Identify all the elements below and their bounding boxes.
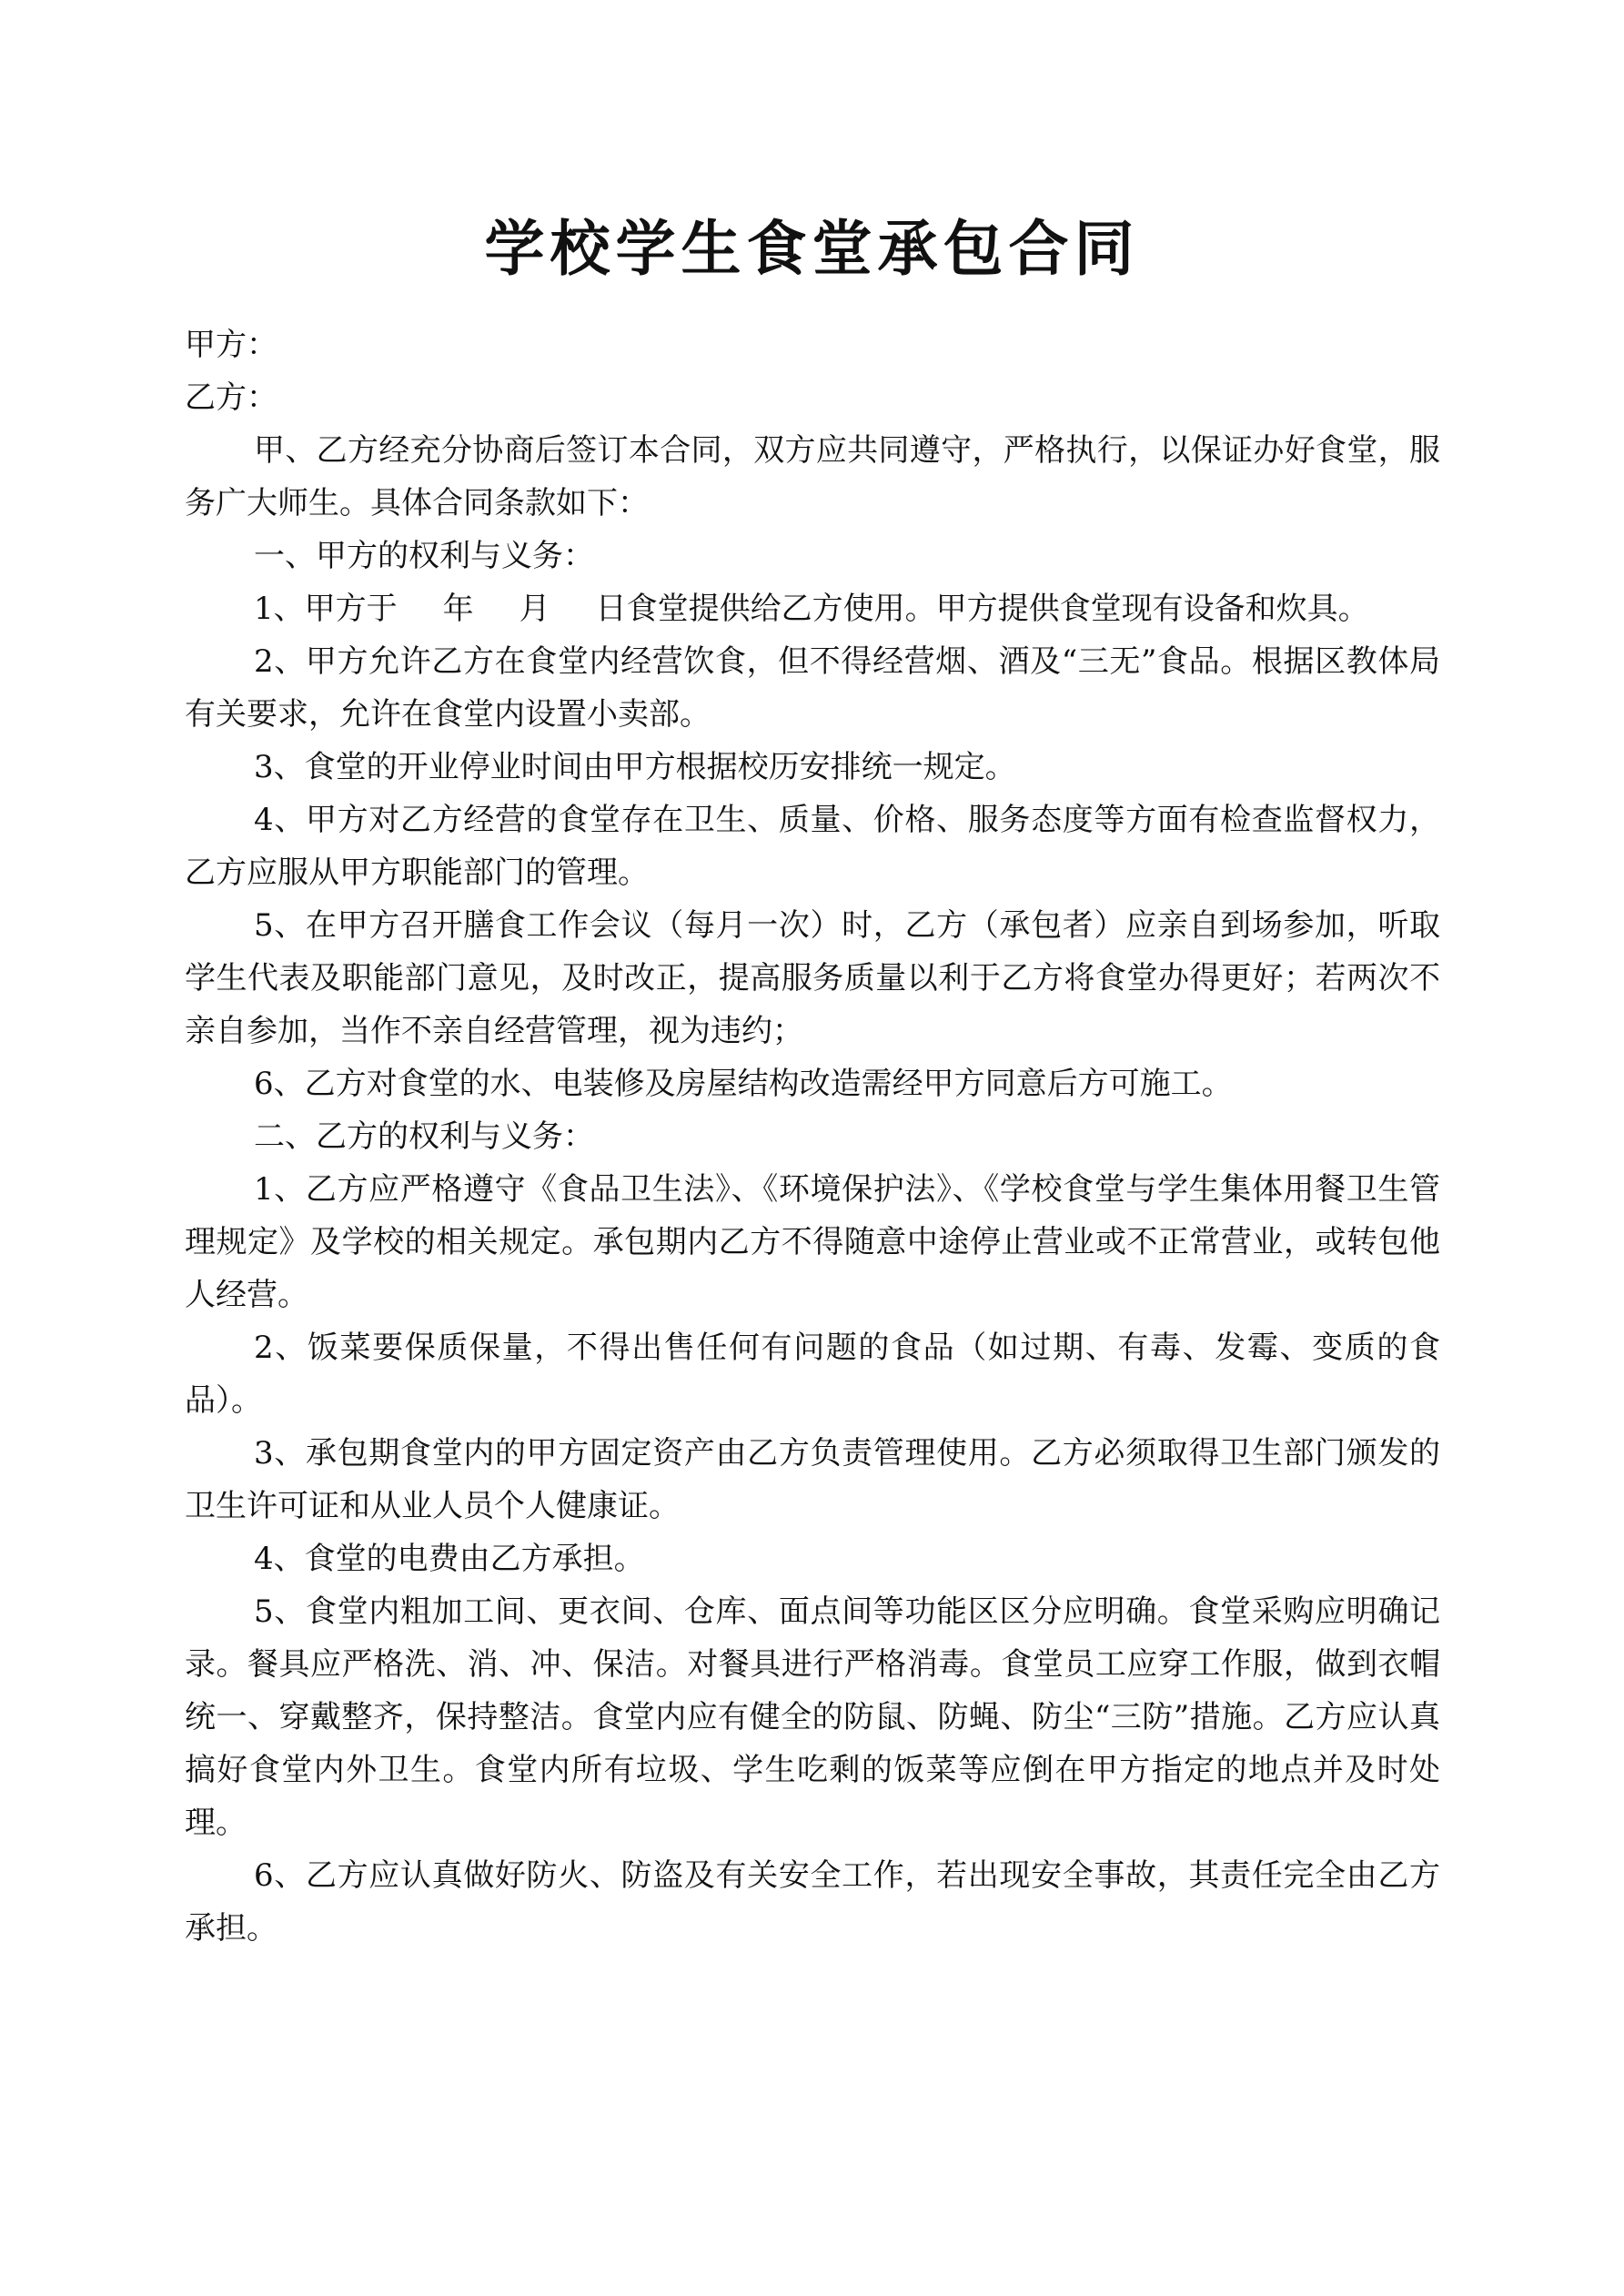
section-1-item-5: 5、在甲方召开膳食工作会议（每月一次）时，乙方（承包者）应亲自到场参加，听取学生代表及职能部门意见，及时改正，提高服务质量以利于乙方将食堂办得更好；若两次不亲自参加，当作不亲自经营管理，视为违约； <box>185 907 1440 1049</box>
section-2-item-1: 1、乙方应严格遵守《食品卫生法》、《环境保护法》、《学校食堂与学生集体用餐卫生管理规定》及学校的相关规定。承包期内乙方不得随意中途停止营业或不正常营业，或转包他人经营。 <box>185 1171 1440 1313</box>
section-2-item-3: 3、承包期食堂内的甲方固定资产由乙方负责管理使用。乙方必须取得卫生部门颁发的卫生许可证和从业人员个人健康证。 <box>185 1435 1440 1524</box>
item-1-prefix: 1、甲方于 <box>254 591 398 627</box>
item-1-suffix: 日食堂提供给乙方使用。甲方提供食堂现有设备和炊具。 <box>595 591 1369 627</box>
section-2-heading: 二、乙方的权利与义务： <box>254 1118 594 1155</box>
document-title: 学校学生食堂承包合同 <box>484 213 1140 284</box>
section-1-item-2: 2、甲方允许乙方在食堂内经营饮食，但不得经营烟、酒及“三无”食品。根据区教体局有关要求，允许在食堂内设置小卖部。 <box>185 643 1440 733</box>
section-2-item-5: 5、食堂内粗加工间、更衣间、仓库、面点间等功能区区分应明确。食堂采购应明确记录。餐具应严格洗、消、冲、保洁。对餐具进行严格消毒。食堂员工应穿工作服，做到衣帽统一、穿戴整齐，保持整洁。食堂内应有健全的防鼠、防蝇、防尘“三防”措施。乙方应认真搞好食堂内外卫生。食堂内所有垃圾、学生吃剩的饭菜等应倒在甲方指定的地点并及时处理。 <box>185 1593 1440 1841</box>
section-2-item-6: 6、乙方应认真做好防火、防盗及有关安全工作，若出现安全事故，其责任完全由乙方承担。 <box>185 1857 1440 1947</box>
document-body <box>185 319 1440 1955</box>
month-label: 月 <box>519 591 550 627</box>
year-label: 年 <box>442 591 474 627</box>
party-a-label: 甲方： <box>185 327 277 363</box>
section-1-item-6: 6、乙方对食堂的水、电装修及房屋结构改造需经甲方同意后方可施工。 <box>254 1066 1233 1102</box>
section-1-item-3: 3、食堂的开业停业时间由甲方根据校历安排统一规定。 <box>254 749 1016 785</box>
section-2-item-2: 2、饭菜要保质保量，不得出售任何有问题的食品（如过期、有毒、发霉、变质的食品）。 <box>185 1330 1440 1419</box>
section-1-item-1 <box>185 582 1440 635</box>
section-1-item-4: 4、甲方对乙方经营的食堂存在卫生、质量、价格、服务态度等方面有检查监督权力，乙方应服从甲方职能部门的管理。 <box>185 802 1440 891</box>
party-b-label: 乙方： <box>185 379 277 416</box>
section-1-heading: 一、甲方的权利与义务： <box>254 538 594 574</box>
section-2-item-4: 4、食堂的电费由乙方承担。 <box>254 1541 645 1577</box>
intro-paragraph: 甲、乙方经充分协商后签订本合同，双方应共同遵守，严格执行，以保证办好食堂，服务广大师生。具体合同条款如下： <box>185 432 1440 521</box>
